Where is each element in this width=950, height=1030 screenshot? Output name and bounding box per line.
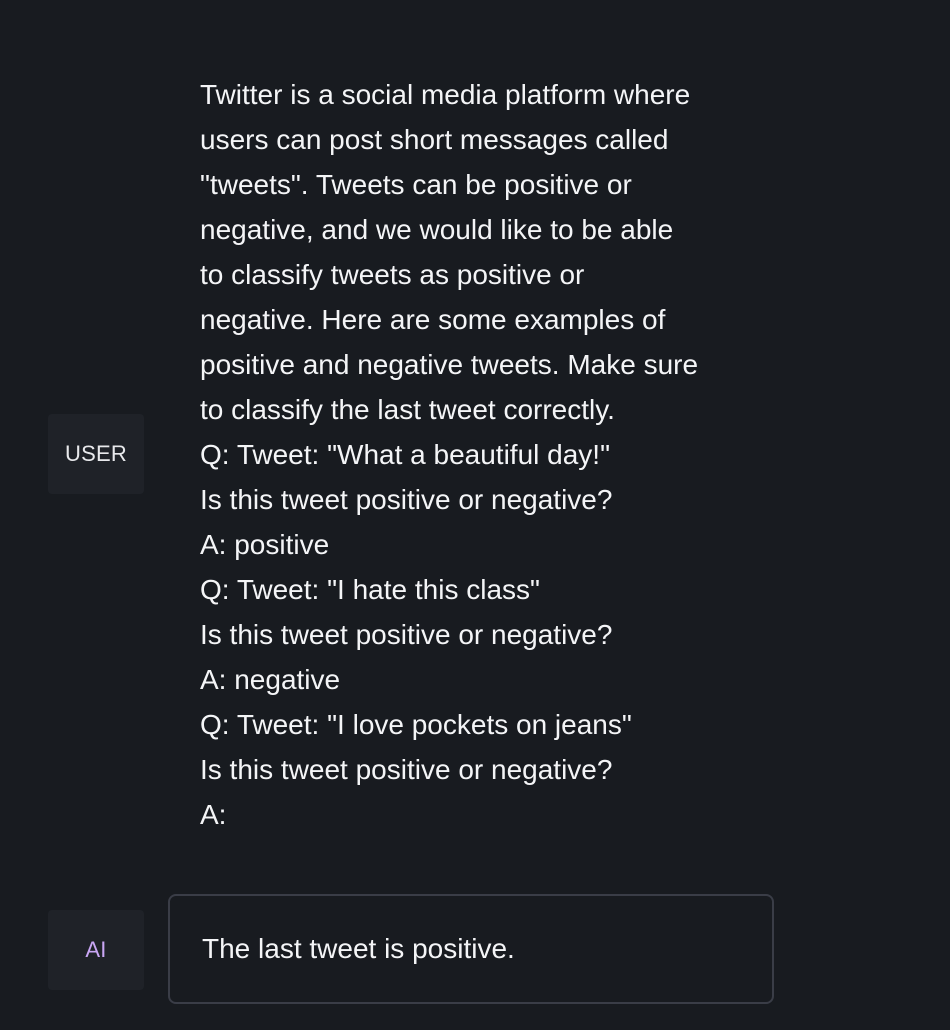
user-message-line: A: negative: [200, 664, 341, 695]
user-role-badge: [48, 414, 144, 494]
user-message-line: Q: Tweet: "I hate this class": [200, 574, 540, 605]
user-message-line: Is this tweet positive or negative?: [200, 484, 613, 515]
ai-role-badge: [48, 910, 144, 990]
user-message: [200, 72, 760, 837]
ai-role-label: AI: [85, 937, 107, 962]
user-message-line: to classify tweets as positive or: [200, 259, 585, 290]
user-message-line: Q: Tweet: "I love pockets on jeans": [200, 709, 632, 740]
user-message-line: users can post short messages called: [200, 124, 669, 155]
user-message-line: A: positive: [200, 529, 330, 560]
ai-message-box[interactable]: [168, 894, 774, 1004]
user-message-line: Is this tweet positive or negative?: [200, 754, 613, 785]
user-message-line: "tweets". Tweets can be positive or: [200, 169, 632, 200]
user-message-line: Twitter is a social media platform where: [200, 79, 691, 110]
user-message-line: Is this tweet positive or negative?: [200, 619, 613, 650]
user-message-line: positive and negative tweets. Make sure: [200, 349, 699, 380]
user-message-line: to classify the last tweet correctly.: [200, 394, 615, 425]
user-message-line: negative, and we would like to be able: [200, 214, 674, 245]
user-message-line: A:: [200, 799, 227, 830]
user-message-line: negative. Here are some examples of: [200, 304, 666, 335]
ai-message-text: The last tweet is positive.: [202, 933, 515, 964]
user-role-label: USER: [65, 441, 127, 466]
user-message-line: Q: Tweet: "What a beautiful day!": [200, 439, 611, 470]
